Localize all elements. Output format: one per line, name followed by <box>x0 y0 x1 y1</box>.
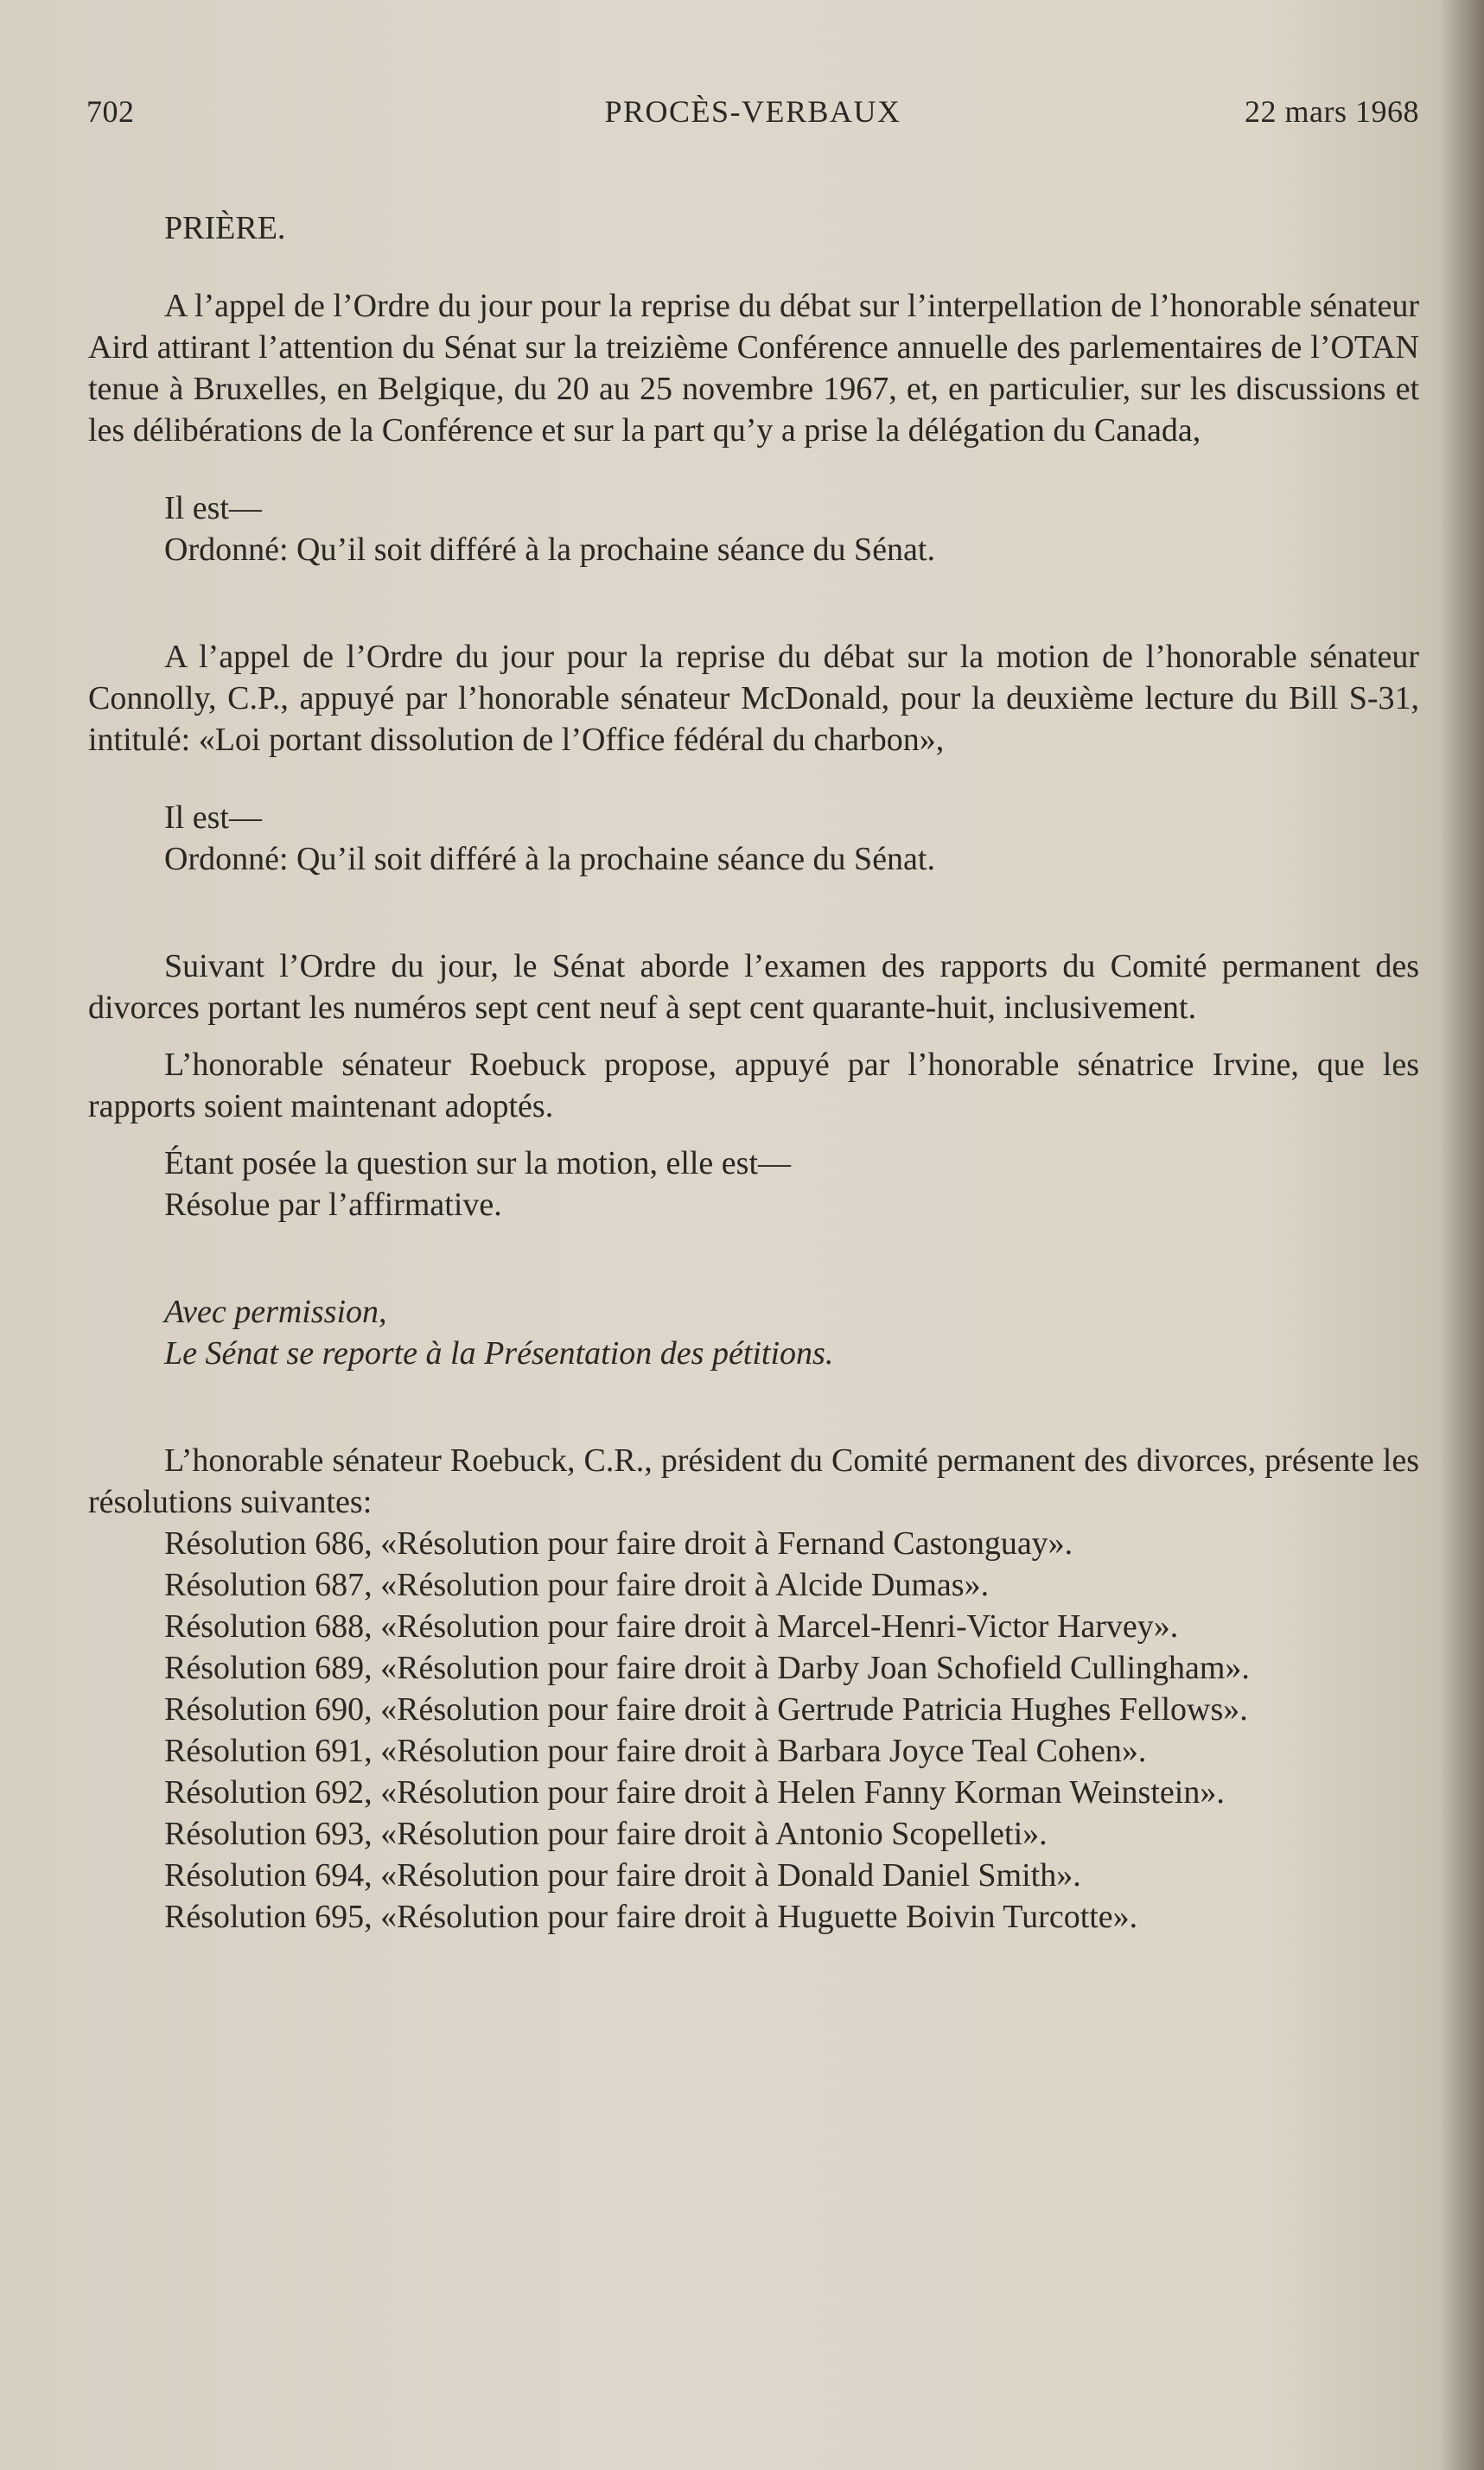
ordonne-2: Ordonné: Qu’il soit différé à la prochaine séance du Sénat. <box>164 841 935 877</box>
document-body <box>88 207 1419 1938</box>
avec-permission: Avec permission, <box>164 1294 387 1330</box>
paragraph-roebuck-motion: L’honorable sénateur Roebuck propose, appuyé par l’honorable sénatrice Irvine, que les rapports soient maintenant adoptés. <box>88 1047 1419 1124</box>
resolution-item: Résolution 695, «Résolution pour faire droit à Huguette Boivin Turcotte». <box>164 1899 1138 1935</box>
resolution-item: Résolution 687, «Résolution pour faire droit à Alcide Dumas». <box>164 1567 990 1603</box>
page-number: 702 <box>86 94 135 129</box>
ordonne-1: Ordonné: Qu’il soit différé à la prochaine séance du Sénat. <box>164 532 935 568</box>
resolution-item: Résolution 686, «Résolution pour faire droit à Fernand Castonguay». <box>164 1525 1073 1562</box>
resolution-item: Résolution 694, «Résolution pour faire droit à Donald Daniel Smith». <box>164 1857 1081 1894</box>
priere-heading: PRIÈRE. <box>164 210 286 246</box>
header-date: 22 mars 1968 <box>1245 94 1419 129</box>
resolution-item: Résolution 693, «Résolution pour faire droit à Antonio Scopelleti». <box>164 1816 1048 1852</box>
page-title: PROCÈS-VERBAUX <box>604 94 901 129</box>
question-posee: Étant posée la question sur la motion, elle est— <box>164 1145 792 1181</box>
resolution-item: Résolution 690, «Résolution pour faire droit à Gertrude Patricia Hughes Fellows». <box>164 1691 1248 1728</box>
resolution-item: Résolution 691, «Résolution pour faire droit à Barbara Joyce Teal Cohen». <box>164 1733 1147 1769</box>
running-header <box>86 93 1419 137</box>
il-est-1: Il est— <box>164 490 262 526</box>
resolue-affirmative: Résolue par l’affirmative. <box>164 1187 502 1223</box>
paragraph-ordre-du-jour: Suivant l’Ordre du jour, le Sénat aborde l’examen des rapports du Comité permanent des divorces portant les numéros sept cent neuf à sept cent quarante-huit, inclusivement. <box>88 948 1419 1026</box>
resolution-item: Résolution 688, «Résolution pour faire droit à Marcel-Henri-Victor Harvey». <box>164 1608 1179 1645</box>
resolution-item: Résolution 689, «Résolution pour faire droit à Darby Joan Schofield Cullingham». <box>164 1650 1250 1686</box>
paragraph-bill-s31: A l’appel de l’Ordre du jour pour la reprise du débat sur la motion de l’honorable sénateur Connolly, C.P., appuyé par l’honorable sénateur McDonald, pour la deuxième lecture du Bill S-31, intitulé: «Loi portant dissolution de l’Office fédéral du charbon», <box>88 639 1419 758</box>
resolution-item: Résolution 692, «Résolution pour faire droit à Helen Fanny Korman Weinstein». <box>164 1774 1225 1811</box>
il-est-2: Il est— <box>164 799 262 836</box>
paragraph-interpellation: A l’appel de l’Ordre du jour pour la reprise du débat sur l’interpellation de l’honorable sénateur Aird attirant l’attention du Sénat sur la treizième Conférence annuelle des parlementaires de l’OTAN tenue à Bruxelles, en Belgique, du 20 au 25 novembre 1967, et, en particulier, sur les discussions et les délibérations de la Conférence et sur la part qu’y a prise la délégation du Canada, <box>88 288 1419 449</box>
senat-se-reporte: Le Sénat se reporte à la Présentation des pétitions. <box>164 1335 834 1372</box>
paragraph-resolutions-intro: L’honorable sénateur Roebuck, C.R., président du Comité permanent des divorces, présente les résolutions suivantes: <box>88 1442 1419 1520</box>
